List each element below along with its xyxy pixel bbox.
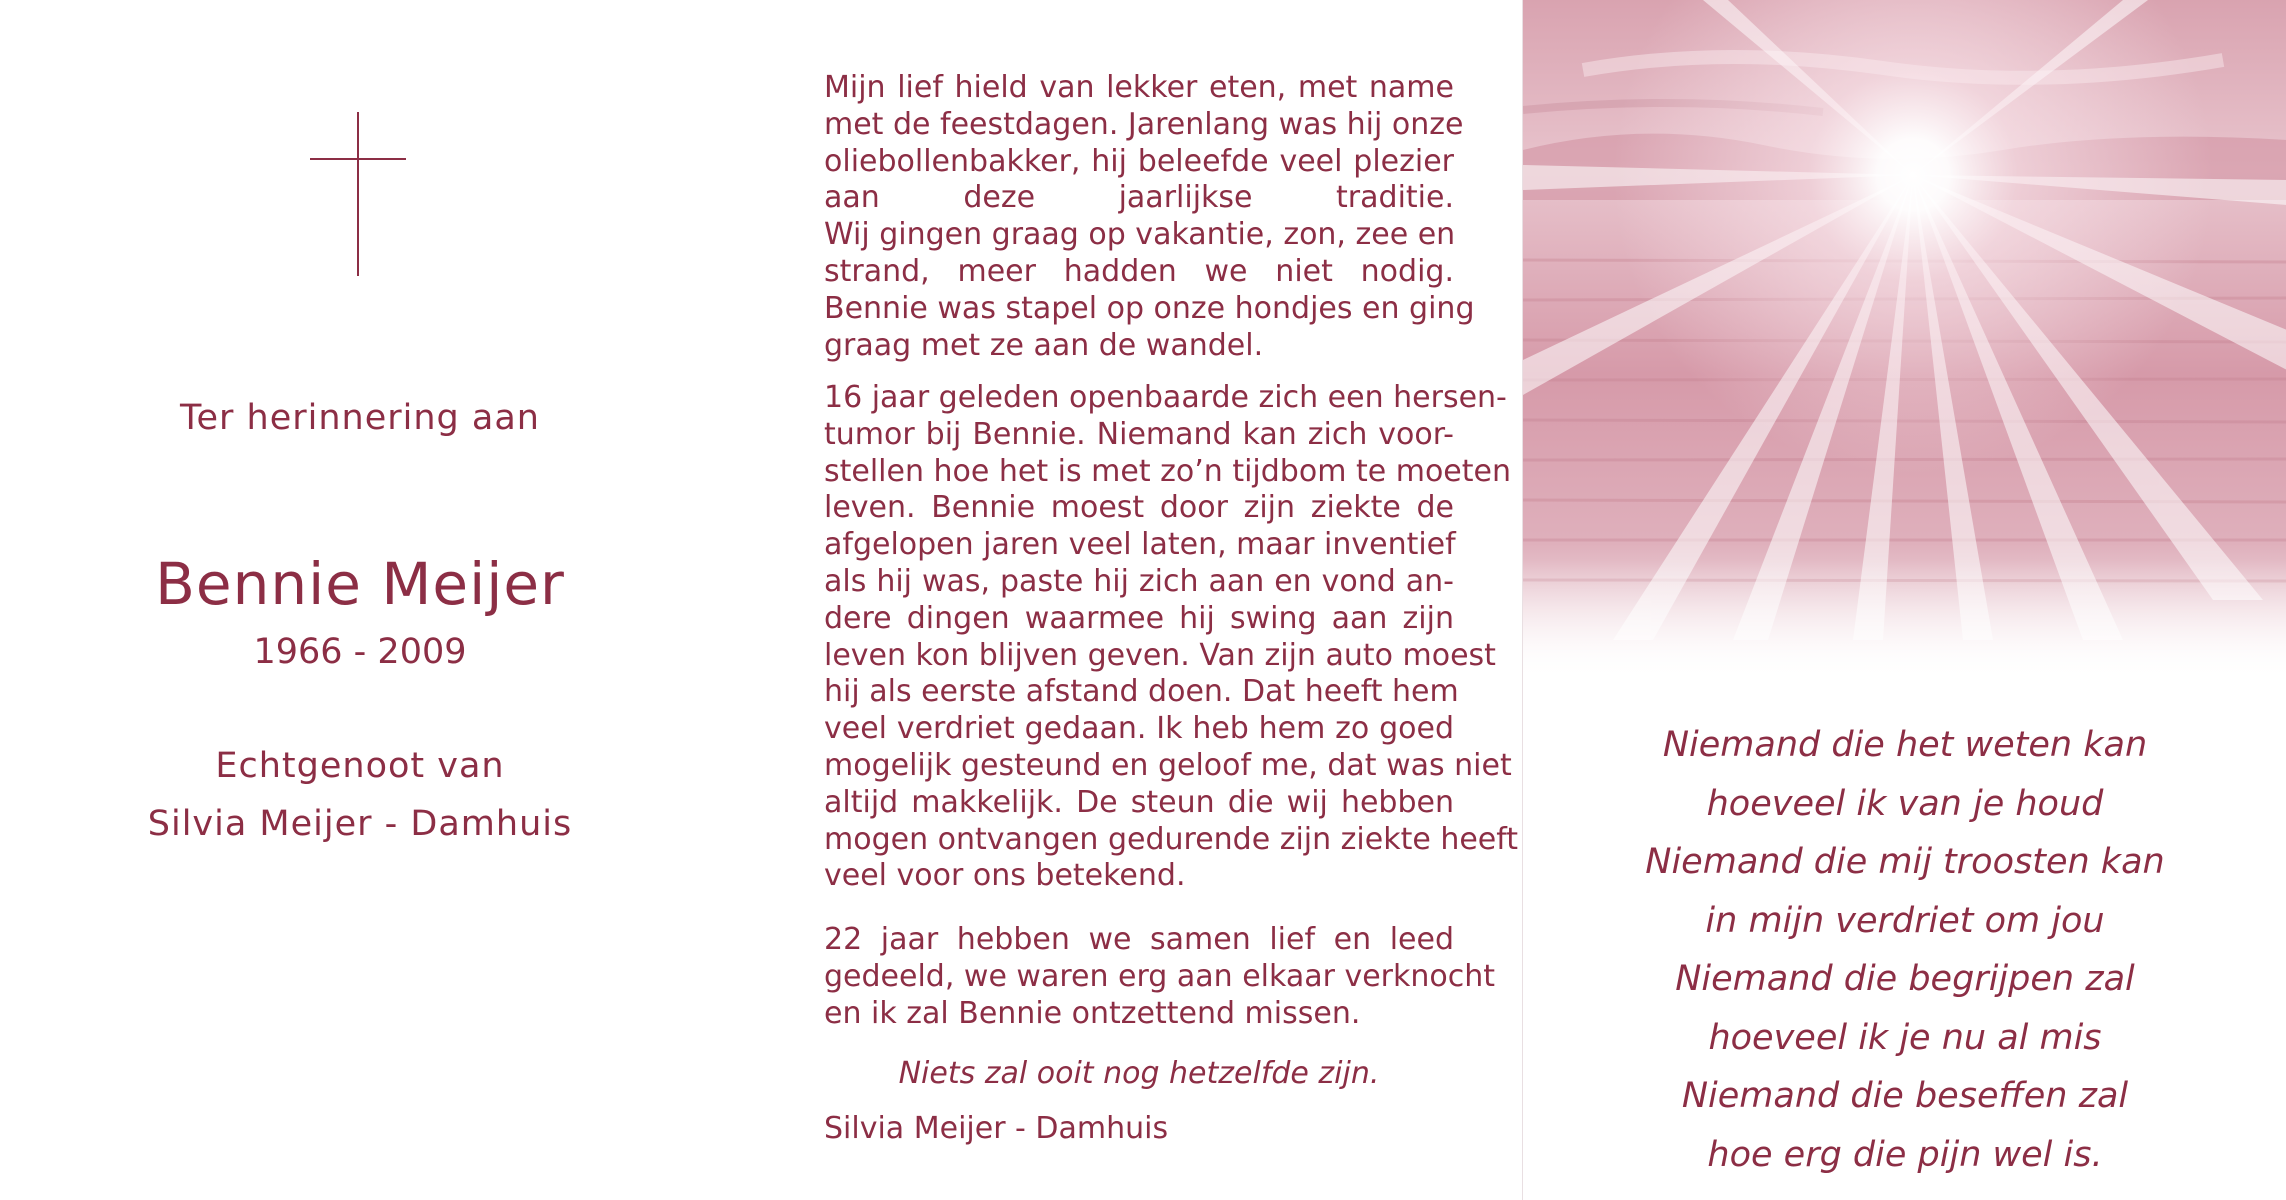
text-line: leven kon blijven geven. Van zijn auto moest	[824, 637, 1496, 673]
text-line: leven. Bennie moest door zijn ziekte de	[824, 490, 1454, 526]
poem-line: Niemand die het weten kan	[1662, 725, 2148, 765]
text-line: en ik zal Bennie ontzettend missen.	[824, 995, 1361, 1031]
text-line: Wij gingen graag op vakantie, zon, zee en	[824, 217, 1456, 253]
paragraph-3	[824, 922, 1496, 1032]
text-line: oliebollenbakker, hij beleefde veel plezier	[824, 143, 1454, 179]
text-line: tumor bij Bennie. Niemand kan zich voor-	[824, 416, 1454, 452]
text-line: hij als eerste afstand doen. Dat heeft hem	[824, 674, 1459, 710]
sunrise-over-sea-image	[1523, 0, 2286, 680]
text-line: strand, meer hadden we niet nodig.	[824, 253, 1454, 289]
text-line: veel voor ons betekend.	[824, 858, 1186, 894]
text-line: 22 jaar hebben we samen lief en leed	[824, 922, 1454, 957]
cross-horizontal-bar	[310, 158, 406, 160]
text-line: als hij was, paste hij zich aan en vond an-	[824, 563, 1454, 599]
poem-line: Niemand die begrijpen zal	[1675, 959, 2135, 999]
text-line: 16 jaar geleden openbaarde zich een hersen-	[824, 380, 1507, 415]
poem-line: Niemand die beseffen zal	[1681, 1076, 2129, 1116]
text-line: dere dingen waarmee hij swing aan zijn	[824, 600, 1454, 636]
text-line: gedeeld, we waren erg aan elkaar verknocht	[824, 958, 1496, 994]
poem-line: hoe erg die pijn wel is.	[1707, 1134, 2103, 1175]
text-line: stellen hoe het is met zo’n tijdbom te moeten	[824, 453, 1511, 489]
memorial-intro: Ter herinnering aan	[180, 398, 540, 438]
poem-line: hoeveel ik van je houd	[1706, 783, 2104, 824]
left-panel	[0, 0, 720, 1200]
spouse-label: Echtgenoot van	[215, 746, 505, 786]
closing-line: Niets zal ooit nog hetzelfde zijn.	[898, 1056, 1380, 1091]
text-line: met de feestdagen. Jarenlang was hij onze	[824, 106, 1464, 142]
paragraph-2	[824, 380, 1519, 895]
text-line: mogelijk gesteund en geloof me, dat was niet	[824, 747, 1512, 783]
text-line: graag met ze aan de wandel.	[824, 327, 1264, 363]
text-line: aan deze jaarlijkse traditie.	[824, 180, 1454, 216]
poem-line: hoeveel ik je nu al mis	[1708, 1017, 2102, 1058]
deceased-name: Bennie Meijer	[155, 550, 565, 618]
spouse-name: Silvia Meijer - Damhuis	[147, 804, 573, 844]
cross-vertical-bar	[357, 112, 359, 276]
poem	[1523, 716, 2286, 1184]
text-line: afgelopen jaren veel laten, maar inventief	[824, 527, 1456, 563]
text-line: altijd makkelijk. De steun die wij hebben	[824, 784, 1454, 820]
poem-line: in mijn verdriet om jou	[1705, 900, 2105, 941]
text-line: mogen ontvangen gedurende zijn ziekte heeft	[824, 821, 1519, 857]
text-line: Mijn lief hield van lekker eten, met name	[824, 70, 1454, 105]
life-years: 1966 - 2009	[253, 632, 467, 672]
signature: Silvia Meijer - Damhuis	[824, 1111, 1169, 1146]
text-line: Bennie was stapel op onze hondjes en ging	[824, 290, 1475, 326]
middle-panel	[790, 0, 1519, 1200]
poem-line: Niemand die mij troosten kan	[1645, 842, 2165, 882]
right-panel	[1522, 0, 2286, 1200]
text-line: veel verdriet gedaan. Ik heb hem zo goed	[824, 711, 1454, 747]
latin-cross-icon	[310, 112, 406, 276]
paragraph-1	[824, 70, 1475, 364]
